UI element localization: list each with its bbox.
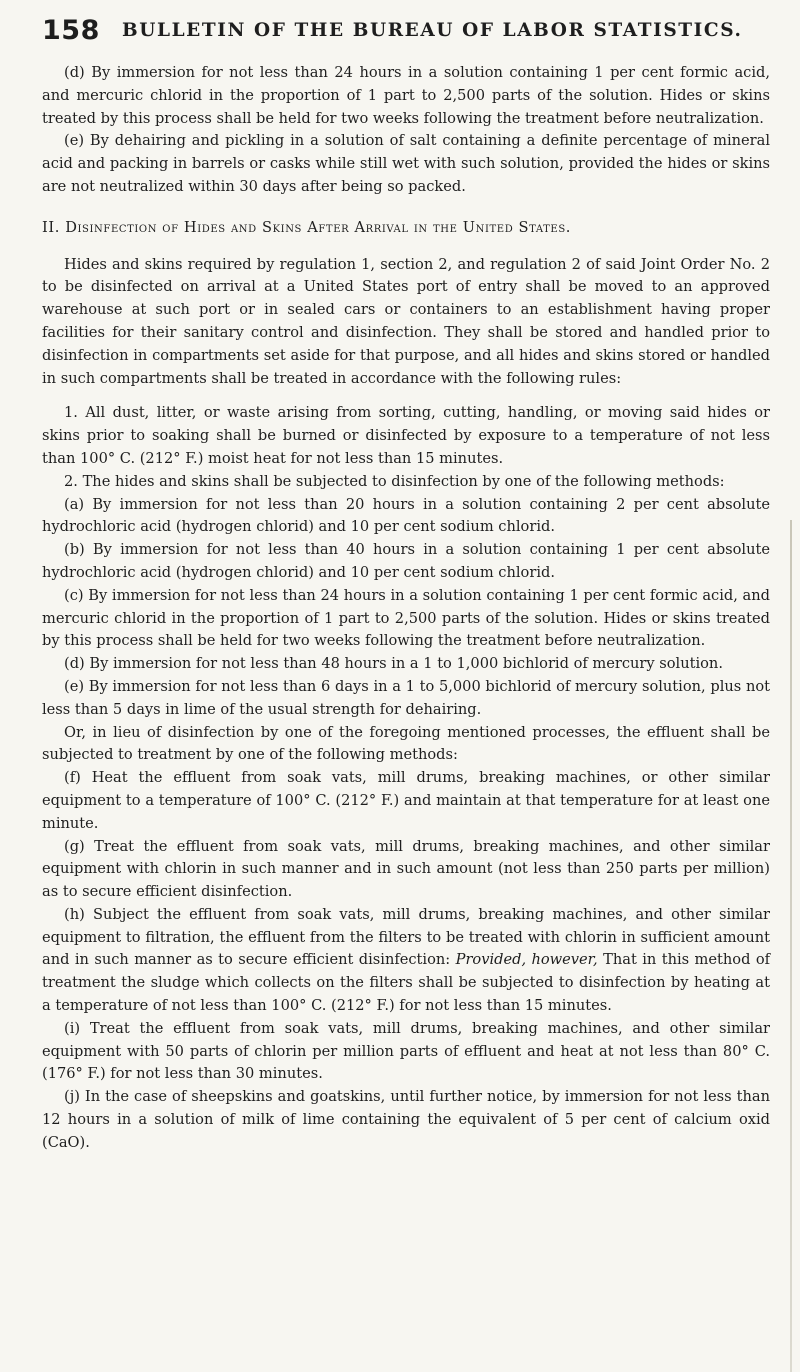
- body-text: [42, 62, 770, 1155]
- rule-1: 1. All dust, litter, or waste arising from sorting, cutting, handling, or moving said hides or skins prior to soaking shall be burned or disinfected by exposure to a temperature of not less than 100° C. (212° F.) moist heat for not less than 15 minutes.: [42, 404, 770, 467]
- rule-2c: (c) By immersion for not less than 24 hours in a solution containing 1 per cent formic acid, and mercuric chlorid in the proportion of 1 part to 2,500 parts of the solution. Hides or skins treated by this process shall be held for two weeks following the treatment before neutralization.: [42, 586, 770, 650]
- rule-2a: (a) By immersion for not less than 20 hours in a solution containing 2 per cent absolute hydrochloric acid (hydrogen chlorid) and 10 per cent sodium chlorid.: [42, 495, 770, 536]
- rule-2j: (j) In the case of sheepskins and goatskins, until further notice, by immersion for not less than 12 hours in a solution of milk of lime containing the equivalent of 5 per cent of calcium oxid (CaO).: [42, 1088, 770, 1151]
- paragraph-item-e: (e) By dehairing and pickling in a solution of salt containing a definite percentage of mineral acid and packing in barrels or casks while still wet with such solution, provided the hides or skins are not neutralized within 30 days after being so packed.: [42, 132, 770, 195]
- rule-2h: [42, 904, 770, 1018]
- page-edge-shadow: [790, 520, 792, 1372]
- rule-2h-before: (h) Subject the effluent from soak vats, mill drums, breaking machines, and other similar equipment to filtration, the effluent from the filters to be treated with chlorin in sufficient amount and in such manner as to secure efficient disinfection:: [42, 905, 770, 969]
- rule-2i: (i) Treat the effluent from soak vats, mill drums, breaking machines, and other similar equipment with 50 parts of chlorin per million parts of effluent and heat at not less than 80° C. (176° F.) for not less than 30 minutes.: [42, 1019, 770, 1083]
- rule-2h-proviso: Provided, however,: [455, 951, 598, 969]
- rule-2d: (d) By immersion for not less than 48 hours in a 1 to 1,000 bichlorid of mercury solution.: [64, 655, 723, 673]
- rule-2f: (f) Heat the effluent from soak vats, mill drums, breaking machines, or other similar equipment to a temperature of 100° C. (212° F.) and maintain at that temperature for at least one minute.: [42, 769, 770, 832]
- intro-paragraph: Hides and skins required by regulation 1, section 2, and regulation 2 of said Joint Order No. 2 to be disinfected on arrival at a United States port of entry shall be moved to an approved warehouse at such port or in sealed cars or containers to an establishment having proper facilities for their sanitary control and disinfection. They shall be stored and handled prior to disinfection in compartments set aside for that purpose, and all hides and skins stored or handled in such compartments shall be treated in accordance with the following rules:: [42, 255, 770, 387]
- running-head: [42, 12, 762, 48]
- alternative-paragraph: Or, in lieu of disinfection by one of the foregoing mentioned processes, the effluent shall be subjected to treatment by one of the following methods:: [42, 723, 770, 764]
- section-heading: II. Disinfection of Hides and Skins After Arrival in the United States.: [42, 218, 572, 236]
- paragraph-item-d: (d) By immersion for not less than 24 hours in a solution containing 1 per cent formic acid, and mercuric chlorid in the proportion of 1 part to 2,500 parts of the solution. Hides or skins treated by this process shall be held for two weeks following the treatment before neutralization.: [42, 64, 770, 127]
- running-head-title: BULLETIN OF THE BUREAU OF LABOR STATISTICS.: [122, 19, 743, 41]
- rule-2g: (g) Treat the effluent from soak vats, mill drums, breaking machines, and other similar equipment with chlorin in such manner and in such amount (not less than 250 parts per million) as to secure efficient disinfection.: [42, 837, 770, 901]
- rule-2: 2. The hides and skins shall be subjected to disinfection by one of the following methods:: [64, 472, 725, 490]
- rule-2e: (e) By immersion for not less than 6 days in a 1 to 5,000 bichlorid of mercury solution, plus not less than 5 days in lime of the usual strength for dehairing.: [42, 677, 770, 718]
- rule-2h-after: That in this method of treatment the sludge which collects on the filters shall be subjected to disinfection by heating at a temperature of not less than 100° C. (212° F.) for not less than 15 minutes.: [42, 951, 771, 1015]
- rule-2b: (b) By immersion for not less than 40 hours in a solution containing 1 per cent absolute hydrochloric acid (hydrogen chlorid) and 10 per cent sodium chlorid.: [42, 541, 770, 581]
- page-number: 158: [42, 14, 100, 46]
